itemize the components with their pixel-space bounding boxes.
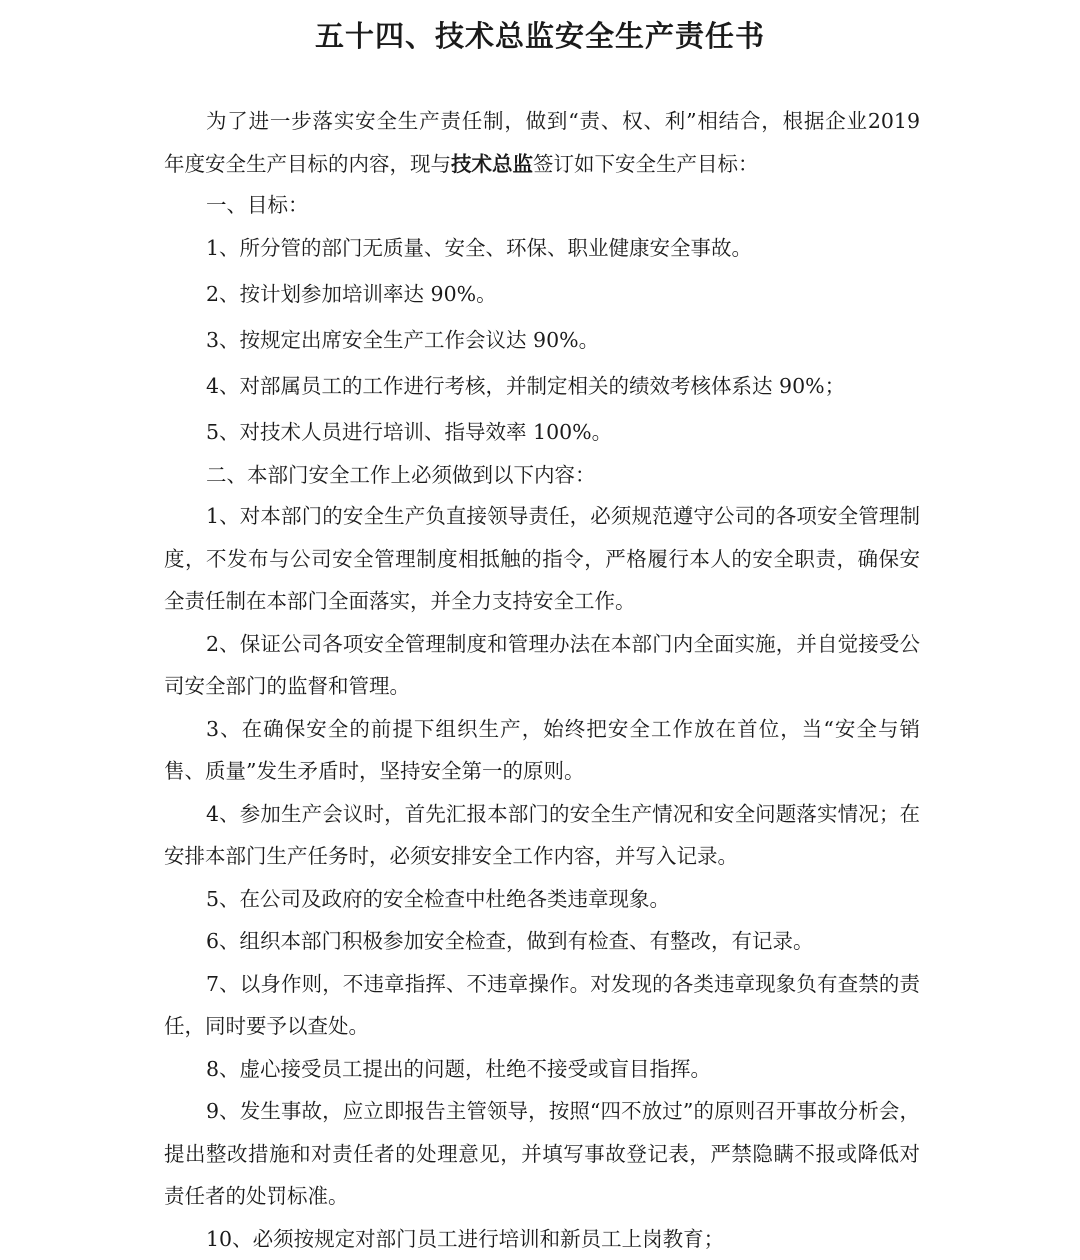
section2-item: 4、参加生产会议时，首先汇报本部门的安全生产情况和安全问题落实情况；在安排本部门生产任务时，必须安排安全工作内容，并写入记录。 [164, 793, 920, 878]
section2-item: 2、保证公司各项安全管理制度和管理办法在本部门内全面实施，并自觉接受公司安全部门的监督和管理。 [164, 623, 920, 708]
document-body [164, 100, 920, 1260]
intro-paragraph [164, 100, 920, 185]
intro-text-after: 签订如下安全生产目标： [533, 152, 759, 176]
section2-heading: 二、本部门安全工作上必须做到以下内容： [164, 455, 920, 495]
section1-item: 3、按规定出席安全生产工作会议达 90%。 [164, 317, 920, 363]
section1-item: 1、所分管的部门无质量、安全、环保、职业健康安全事故。 [164, 225, 920, 271]
section1-item: 2、按计划参加培训率达 90%。 [164, 271, 920, 317]
section2-item: 10、必须按规定对部门员工进行培训和新员工上岗教育； [164, 1218, 920, 1260]
intro-text-before: 为了进一步落实安全生产责任制，做到“责、权、利”相结合，根据企业2019 年度安全生产目标的内容，现与 [164, 109, 920, 176]
section1-heading: 一、目标： [164, 185, 920, 225]
section2-item: 8、虚心接受员工提出的问题，杜绝不接受或盲目指挥。 [164, 1048, 920, 1091]
section2-item: 6、组织本部门积极参加安全检查，做到有检查、有整改，有记录。 [164, 920, 920, 963]
section2-item: 5、在公司及政府的安全检查中杜绝各类违章现象。 [164, 878, 920, 921]
section1-item: 4、对部属员工的工作进行考核，并制定相关的绩效考核体系达 90%； [164, 363, 920, 409]
section2-item: 1、对本部门的安全生产负直接领导责任，必须规范遵守公司的各项安全管理制度，不发布与公司安全管理制度相抵触的指令，严格履行本人的安全职责，确保安全责任制在本部门全面落实，并全力支持安全工作。 [164, 495, 920, 623]
section2-item: 7、以身作则，不违章指挥、不违章操作。对发现的各类违章现象负有查禁的责任，同时要予以查处。 [164, 963, 920, 1048]
document-title: 五十四、技术总监安全生产责任书 [0, 14, 1080, 55]
section1-item: 5、对技术人员进行培训、指导效率 100%。 [164, 409, 920, 455]
intro-emphasis: 技术总监 [451, 152, 533, 176]
section2-item: 3、在确保安全的前提下组织生产，始终把安全工作放在首位，当“安全与销售、质量”发生矛盾时，坚持安全第一的原则。 [164, 708, 920, 793]
section2-item: 9、发生事故，应立即报告主管领导，按照“四不放过”的原则召开事故分析会，提出整改措施和对责任者的处理意见，并填写事故登记表，严禁隐瞒不报或降低对责任者的处罚标准。 [164, 1090, 920, 1218]
